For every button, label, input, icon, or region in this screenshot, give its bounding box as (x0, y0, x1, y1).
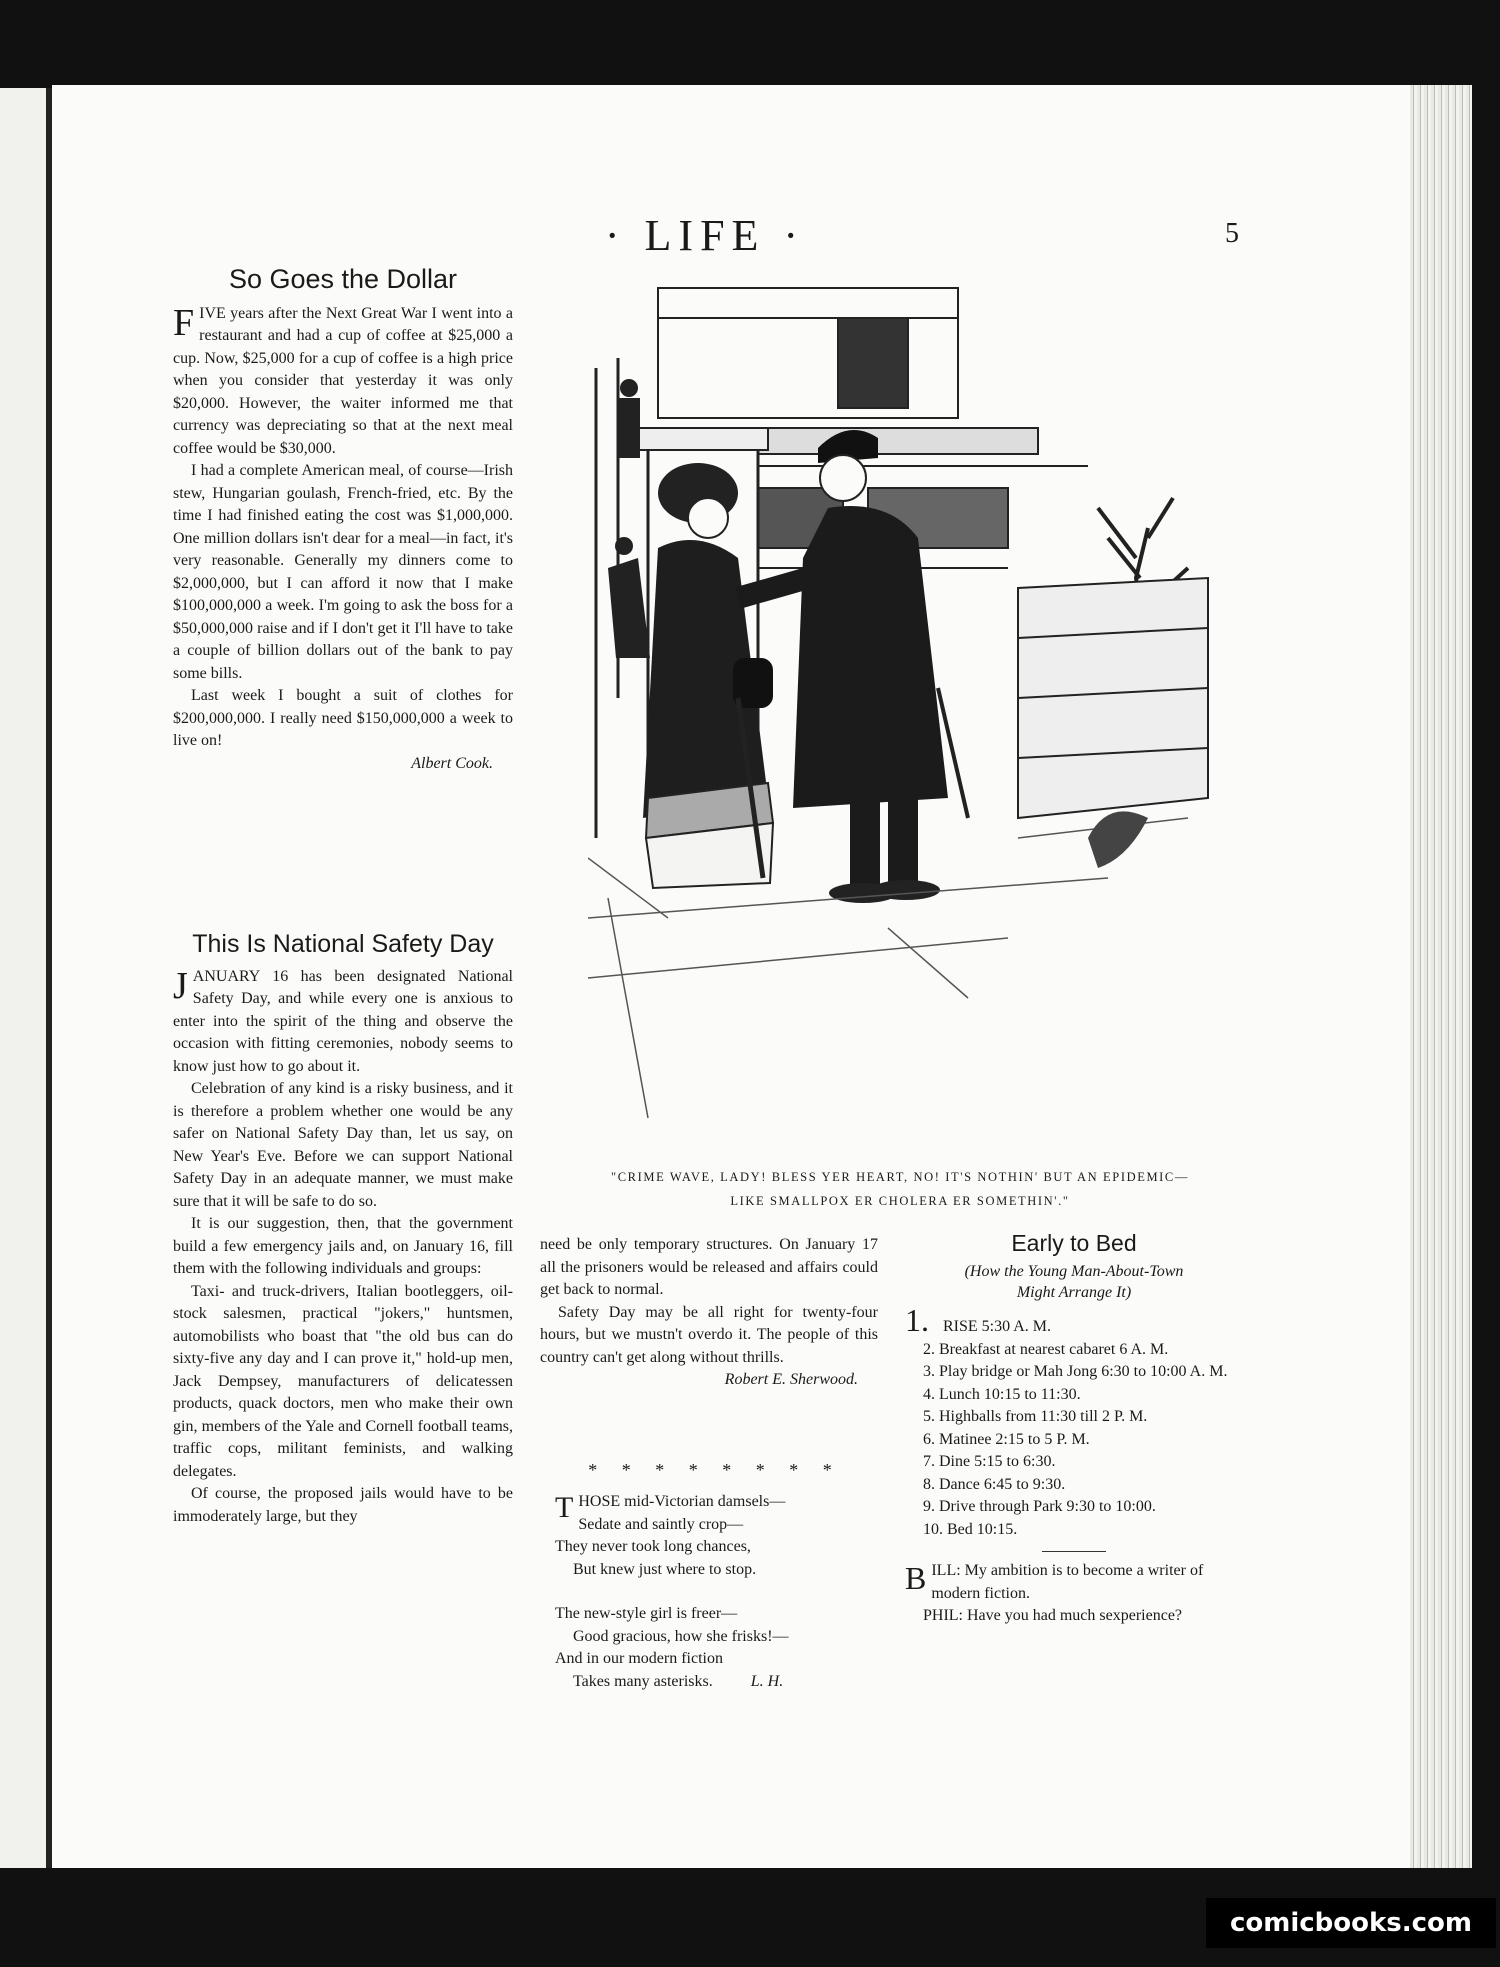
poem-line: The new-style girl is freer— (555, 1605, 738, 1622)
article-paragraph: JANUARY 16 has been designated National Safety Day, and while every one is anxious to enter into the spirit of the thing and observe the occasion with fitting ceremonies, nobody seems to know just how to go about it. (173, 964, 513, 1075)
section-divider-stars: * * * * * * * * (588, 1460, 842, 1480)
article-subtitle: (How the Young Man-About-Town Might Arrange It) (964, 1263, 1184, 1301)
poem-line: Sedate and saintly crop— (578, 1515, 744, 1533)
article-paragraph: I had a complete American meal, of course—Irish stew, Hungarian goulash, French-fried, etc. By the time I had finished eating the cost was $1,000,000. One million dollars isn't dear for a meal—in fact, it's very reasonable. Generally my dinners come to $2,000,000, but I can afford it now that I make $100,000,000 a week. I'm going to ask the boss for a $50,000,000 raise and if I don't get it I'll have to take a couple of billion dollars out of the bank to pay some bills. (173, 462, 513, 682)
list-item: 10. Bed 10:15. (923, 1520, 1018, 1538)
list-item: 8. Dance 6:45 to 9:30. (923, 1475, 1066, 1493)
list-item: 9. Drive through Park 9:30 to 10:00. (923, 1498, 1156, 1515)
list-item: 7. Dine 5:15 to 6:30. (923, 1453, 1056, 1470)
article-paragraph: Of course, the proposed jails would have to be immoderately large, but they (173, 1485, 513, 1525)
article-paragraph: Celebration of any kind is a risky business, and it is therefore a problem whether one would be any safer on National Safety Day than, let us say, on New Year's Eve. Before we can support National Safety Day in an adequate manner, we must make sure that it will be safe to do so. (173, 1080, 513, 1210)
article-title: This Is National Safety Day (192, 930, 494, 958)
article-so-goes-the-dollar (173, 264, 513, 775)
poem-line: And in our modern fiction (555, 1650, 723, 1667)
magazine-masthead: · LIFE · (604, 211, 806, 260)
caption-line: "CRIME WAVE, LADY! BLESS YER HEART, NO! IT'S NOTHIN' BUT AN EPIDEMIC— (611, 1170, 1189, 1184)
poem-line: But knew just where to stop. (573, 1560, 757, 1578)
list-item: 2. Breakfast at nearest cabaret 6 A. M. (923, 1340, 1169, 1358)
divider-rule (1042, 1551, 1106, 1552)
illustration-caption (555, 1165, 1245, 1213)
article-title: Early to Bed (1011, 1230, 1137, 1256)
drop-cap: F (173, 301, 195, 344)
page-stack-edges (1410, 85, 1472, 1868)
drop-cap: J (173, 964, 188, 1007)
article-paragraph: Safety Day may be all right for twenty-four hours, but we mustn't overdo it. The people of this country can't get along without thrills. (540, 1303, 878, 1366)
author-signature: Robert E. Sherwood. (724, 1371, 858, 1388)
page-number: 5 (1225, 218, 1239, 249)
article-paragraph: Taxi- and truck-drivers, Italian bootleggers, oil-stock salesmen, practical "jokers," huntsmen, automobilists who boast that "the old bus can do sixty-five any day and I can prove it," hold-up men, Jack Dempsey, manufacturers of delicatessen products, quack doctors, men who make their own gin, members of the Yale and Cornell football teams, traffic cops, militant feminists, and walking delegates. (173, 1282, 513, 1480)
list-item: 1. RISE 5:30 A. M. (905, 1302, 1052, 1338)
article-paragraph: need be only temporary structures. On January 17 all the prisoners would be released and affairs could get back to normal. (540, 1236, 878, 1298)
caption-line: LIKE SMALLPOX ER CHOLERA ER SOMETHIN'." (730, 1194, 1070, 1208)
joke-line: PHIL: Have you had much sexperience? (923, 1607, 1183, 1624)
list-item: 4. Lunch 10:15 to 11:30. (923, 1385, 1081, 1403)
list-item: 6. Matinee 2:15 to 5 P. M. (923, 1430, 1090, 1448)
article-national-safety-day (173, 930, 513, 1528)
article-continuation (540, 1234, 878, 1392)
article-paragraph: Last week I bought a suit of clothes for $200,000,000. I really need $150,000,000 a week to live on! (173, 687, 513, 749)
author-signature: Albert Cook. (411, 754, 493, 772)
site-watermark: comicbooks.com (1206, 1898, 1496, 1948)
facing-page-edge (0, 88, 52, 1868)
joke-line: BILL: My ambition is to become a writer of modern fiction. (905, 1560, 1204, 1602)
author-signature: L. H. (750, 1672, 784, 1690)
article-early-to-bed (905, 1230, 1243, 1628)
poem (555, 1448, 875, 1693)
drop-cap: T (555, 1491, 574, 1524)
article-title: So Goes the Dollar (228, 264, 458, 294)
drop-cap: B (905, 1560, 927, 1596)
drop-cap: 1. (905, 1302, 929, 1338)
poem-line: THOSE mid-Victorian damsels— (555, 1491, 786, 1524)
article-paragraph: It is our suggestion, then, that the government build a few emergency jails and, on January 16, fill them with the following individuals and groups: (173, 1215, 513, 1277)
poem-line: Takes many asterisks. L. H. (573, 1672, 784, 1690)
cartoon-illustration (588, 278, 1220, 1146)
poem-line: Good gracious, how she frisks!— (573, 1627, 789, 1645)
poem-line: They never took long chances, (555, 1538, 751, 1555)
list-item: 3. Play bridge or Mah Jong 6:30 to 10:00 A. M. (923, 1363, 1228, 1380)
list-item: 5. Highballs from 11:30 till 2 P. M. (923, 1408, 1148, 1425)
article-paragraph: FIVE years after the Next Great War I went into a restaurant and had a cup of coffee at $25,000 a cup. Now, $25,000 for a cup of coffee is a high price when you consider that yesterday it was only $20,000. However, the waiter informed me that currency was depreciating so that at the next meal coffee would be $30,000. (173, 301, 513, 457)
